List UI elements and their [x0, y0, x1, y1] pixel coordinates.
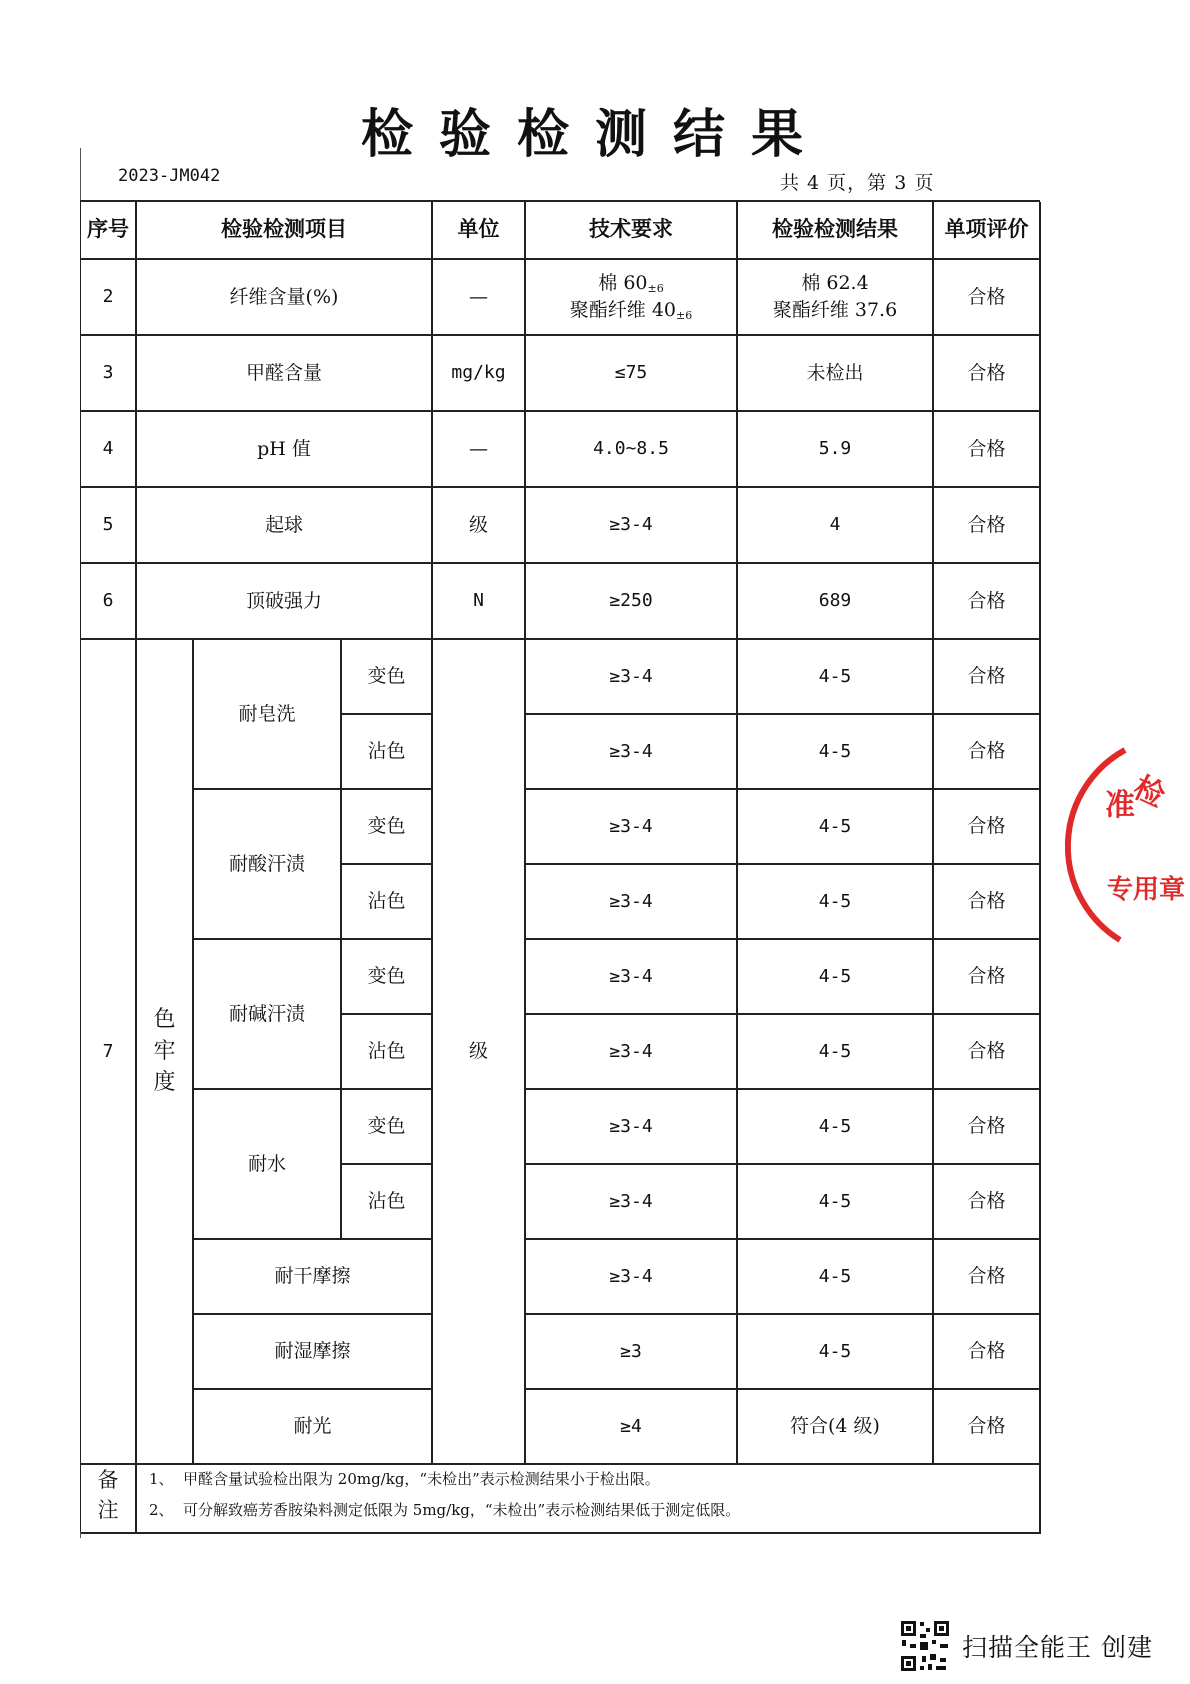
sub-requirement: ≥3-4: [526, 715, 738, 790]
sub-result: 4-5: [738, 1165, 934, 1240]
row-item: pH 值: [137, 412, 433, 488]
svg-text:准: 准: [1105, 788, 1135, 823]
header-result: 检验检测结果: [738, 202, 934, 260]
sub-result: 4-5: [738, 715, 934, 790]
sub-evaluation: 合格: [934, 1165, 1041, 1240]
colorfastness-label: 色 牢 度: [137, 640, 194, 1465]
svg-text:检: 检: [1127, 770, 1170, 815]
single-requirement: ≥3: [526, 1315, 738, 1390]
sub-evaluation: 合格: [934, 790, 1041, 865]
sub-result: 4-5: [738, 1015, 934, 1090]
sub-evaluation: 合格: [934, 1090, 1041, 1165]
row-seq: 3: [81, 336, 137, 412]
single-item: 耐干摩擦: [194, 1240, 433, 1315]
header-unit: 单位: [433, 202, 526, 260]
sub-result: 4-5: [738, 640, 934, 715]
sub-result: 4-5: [738, 940, 934, 1015]
row-evaluation: 合格: [934, 564, 1041, 640]
sub-result: 4-5: [738, 1090, 934, 1165]
row-requirement: 4.0~8.5: [526, 412, 738, 488]
sub-evaluation: 合格: [934, 640, 1041, 715]
row-unit: —: [433, 412, 526, 488]
page-info: 共 4 页，第 3 页: [780, 172, 935, 194]
sub-result: 4-5: [738, 790, 934, 865]
row-result: 未检出: [738, 336, 934, 412]
sub-requirement: ≥3-4: [526, 1090, 738, 1165]
row-requirement: ≥3-4: [526, 488, 738, 564]
header-seq: 序号: [81, 202, 137, 260]
result-line: 棉 62.4: [801, 272, 869, 295]
row-item: 甲醛含量: [137, 336, 433, 412]
sub-evaluation: 合格: [934, 1015, 1041, 1090]
single-evaluation: 合格: [934, 1315, 1041, 1390]
remarks-block: [80, 1458, 1040, 1532]
sub-evaluation: 合格: [934, 715, 1041, 790]
sub-requirement: ≥3-4: [526, 940, 738, 1015]
row-result: 4: [738, 488, 934, 564]
row-requirement: ≥250: [526, 564, 738, 640]
single-evaluation: 合格: [934, 1390, 1041, 1465]
row-result: 5.9: [738, 412, 934, 488]
row-result: [738, 260, 934, 336]
sub-item: 变色: [342, 640, 433, 715]
single-result: 4-5: [738, 1240, 934, 1315]
sub-evaluation: 合格: [934, 940, 1041, 1015]
row-evaluation: 合格: [934, 488, 1041, 564]
row-seq: 6: [81, 564, 137, 640]
sub-requirement: ≥3-4: [526, 865, 738, 940]
row-seq: 4: [81, 412, 137, 488]
header-requirement: 技术要求: [526, 202, 738, 260]
sub-evaluation: 合格: [934, 865, 1041, 940]
single-evaluation: 合格: [934, 1240, 1041, 1315]
single-item: 耐湿摩擦: [194, 1315, 433, 1390]
sub-item: 沾色: [342, 715, 433, 790]
row-seq: 5: [81, 488, 137, 564]
sub-requirement: ≥3-4: [526, 790, 738, 865]
row-item: 顶破强力: [137, 564, 433, 640]
single-requirement: ≥3-4: [526, 1240, 738, 1315]
single-result: 4-5: [738, 1315, 934, 1390]
subgroup-name: 耐酸汗渍: [194, 790, 342, 940]
header-item: 检验检测项目: [137, 202, 433, 260]
row-unit: mg/kg: [433, 336, 526, 412]
row-unit: —: [433, 260, 526, 336]
row-seq: 2: [81, 260, 137, 336]
sub-requirement: ≥3-4: [526, 1015, 738, 1090]
red-seal-stamp: [1065, 740, 1190, 950]
sub-item: 变色: [342, 790, 433, 865]
remarks-body: [137, 1458, 1041, 1534]
qr-code-icon: [900, 1620, 950, 1672]
svg-text:专用章: 专用章: [1107, 875, 1186, 905]
row-evaluation: 合格: [934, 412, 1041, 488]
row-evaluation: 合格: [934, 336, 1041, 412]
single-result: 符合(4 级): [738, 1390, 934, 1465]
result-line: 聚酯纤维 37.6: [772, 299, 898, 321]
watermark-text: 扫描全能王 创建: [962, 1633, 1153, 1662]
remark-line: 1、 甲醛含量试验检出限为 20mg/kg，“未检出”表示检测结果小于检出限。: [149, 1470, 660, 1488]
row-evaluation: 合格: [934, 260, 1041, 336]
single-item: 耐光: [194, 1390, 433, 1465]
row-requirement: [526, 260, 738, 336]
row-result: 689: [738, 564, 934, 640]
sub-result: 4-5: [738, 865, 934, 940]
row-requirement: ≤75: [526, 336, 738, 412]
row-unit: N: [433, 564, 526, 640]
document-title: 检验检测结果: [360, 105, 829, 165]
sub-item: 变色: [342, 1090, 433, 1165]
subgroup-name: 耐碱汗渍: [194, 940, 342, 1090]
report-number: 2023-JM042: [118, 166, 221, 186]
subgroup-name: 耐水: [194, 1090, 342, 1240]
sub-item: 沾色: [342, 1015, 433, 1090]
remarks-label: 备 注: [81, 1458, 137, 1534]
results-table: [80, 200, 1040, 1465]
row-unit: 级: [433, 488, 526, 564]
sub-requirement: ≥3-4: [526, 640, 738, 715]
row-item: 纤维含量(%): [137, 260, 433, 336]
sub-item: 变色: [342, 940, 433, 1015]
header-evaluation: 单项评价: [934, 202, 1041, 260]
colorfastness-seq: 7: [81, 640, 137, 1465]
sub-item: 沾色: [342, 865, 433, 940]
single-requirement: ≥4: [526, 1390, 738, 1465]
requirement-line: 聚酯纤维 40±6: [569, 299, 693, 322]
subgroup-name: 耐皂洗: [194, 640, 342, 790]
scanner-watermark: [900, 1620, 1153, 1672]
remark-line: 2、 可分解致癌芳香胺染料测定低限为 5mg/kg，“未检出”表示检测结果低于测定低限。: [149, 1501, 741, 1519]
colorfastness-unit: 级: [433, 640, 526, 1465]
row-item: 起球: [137, 488, 433, 564]
sub-item: 沾色: [342, 1165, 433, 1240]
sub-requirement: ≥3-4: [526, 1165, 738, 1240]
requirement-line: 棉 60±6: [598, 272, 664, 296]
